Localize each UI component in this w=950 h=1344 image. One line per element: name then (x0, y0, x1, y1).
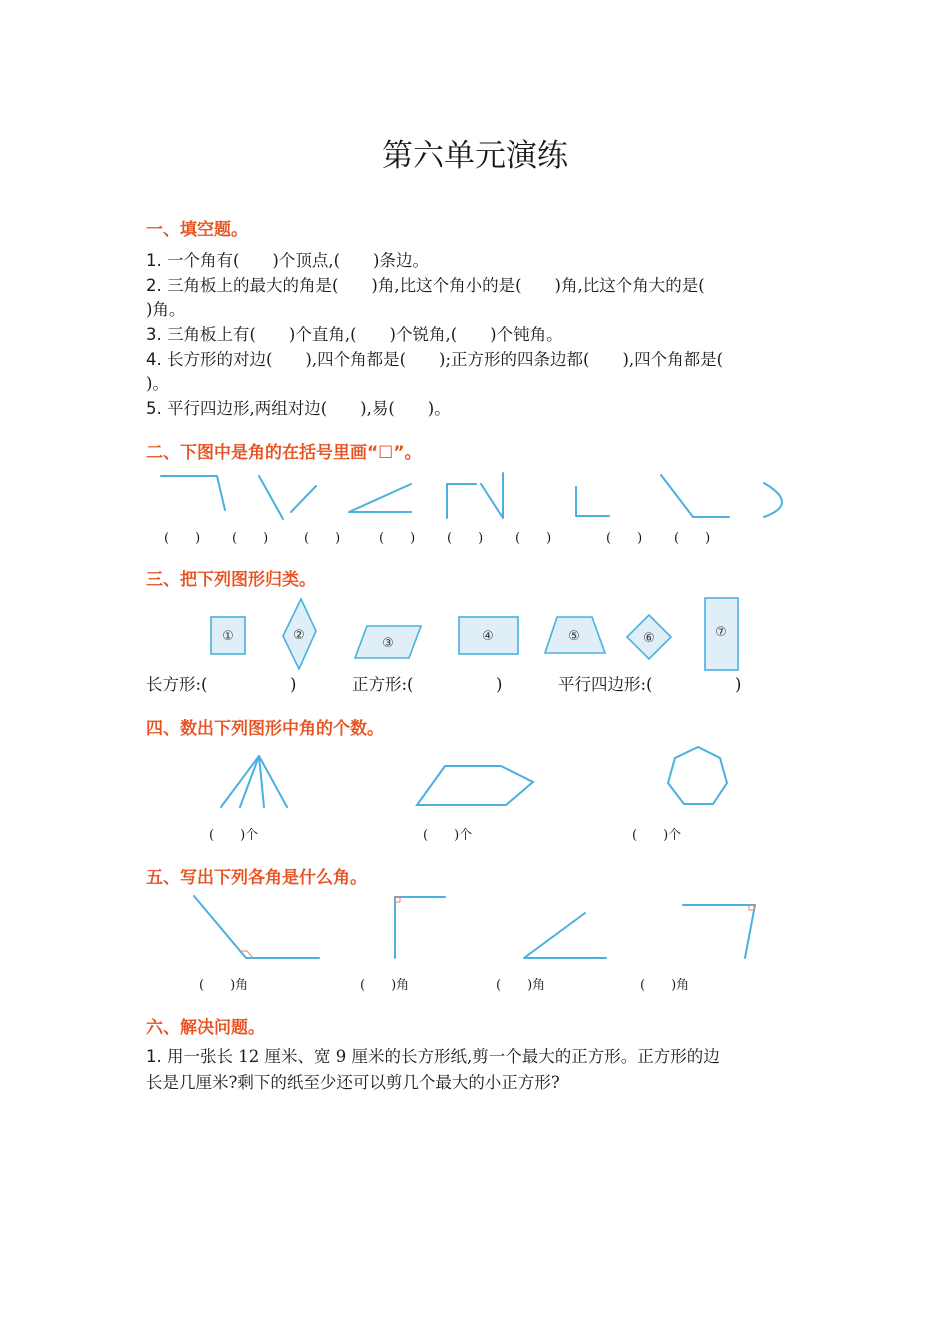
shape-label-3: ③ (382, 636, 394, 651)
shape-label-2: ② (293, 628, 305, 643)
question-4-continued: )。 (146, 374, 169, 393)
question-number: 1. (146, 251, 162, 270)
classify-parallelogram[interactable]: 平行四边形:( ) (558, 675, 742, 694)
angle-answer-blank-5[interactable]: ( ) (447, 531, 484, 546)
question-text: 长方形的对边( ),四个角都是( );正方形的四条边都( ),四个角都是( (161, 350, 724, 369)
question-number: 3. (146, 325, 162, 344)
angle-type-figure-4 (683, 905, 755, 958)
classify-rectangle[interactable]: 长方形:( ) (146, 675, 297, 694)
problem-1-line-2: 长是几厘米?剩下的纸至少还可以剪几个最大的小正方形? (146, 1073, 560, 1092)
section-heading-classify: 三、把下列图形归类。 (146, 570, 316, 590)
angle-answer-blank-8[interactable]: ( ) (674, 531, 711, 546)
angle-answer-blank-4[interactable]: ( ) (379, 531, 416, 546)
angle-type-figure-1 (194, 896, 319, 958)
angle-type-blank-4[interactable]: ( )角 (640, 978, 690, 993)
classify-square[interactable]: 正方形:( ) (352, 675, 503, 694)
question-text: 用一张长 12 厘米、宽 9 厘米的长方形纸,剪一个最大的正方形。正方形的边 (161, 1047, 720, 1066)
question-number: 2. (146, 276, 162, 295)
angle-type-figure-2 (395, 897, 445, 958)
shape-label-5: ⑤ (568, 629, 580, 644)
count-answer-blank-3[interactable]: ( )个 (632, 828, 682, 843)
count-answer-blank-1[interactable]: ( )个 (209, 828, 259, 843)
question-text: 一个角有( )个顶点,( )条边。 (161, 251, 429, 270)
section-heading-count-angles: 四、数出下列图形中角的个数。 (146, 719, 384, 739)
section-heading-angle-types: 五、写出下列各角是什么角。 (146, 868, 367, 888)
question-number: 5. (146, 399, 162, 418)
angle-type-figure-3 (524, 913, 606, 958)
angle-answer-blank-7[interactable]: ( ) (606, 531, 643, 546)
problem-1-line-1 (146, 1045, 720, 1069)
angle-answer-blank-3[interactable]: ( ) (304, 531, 341, 546)
angle-answer-blank-6[interactable]: ( ) (515, 531, 552, 546)
question-text: 平行四边形,两组对边( ),易( )。 (161, 399, 451, 418)
angle-type-blank-3[interactable]: ( )角 (496, 978, 546, 993)
question-text: 三角板上有( )个直角,( )个锐角,( )个钝角。 (161, 325, 563, 344)
angle-answer-blank-2[interactable]: ( ) (232, 531, 269, 546)
question-text: 三角板上的最大的角是( )角,比这个角小的是( )角,比这个角大的是( (161, 276, 705, 295)
angle-answer-blank-1[interactable]: ( ) (164, 531, 201, 546)
count-answer-blank-2[interactable]: ( )个 (423, 828, 473, 843)
page-title: 第六单元演练 (382, 138, 568, 174)
section-heading-angles: 二、下图中是角的在括号里画“☐”。 (146, 443, 422, 463)
section-heading-solve: 六、解决问题。 (146, 1018, 265, 1038)
angle-type-blank-2[interactable]: ( )角 (360, 978, 410, 993)
shape-label-7: ⑦ (715, 625, 727, 640)
shape-label-6: ⑥ (643, 631, 655, 646)
shape-label-4: ④ (482, 629, 494, 644)
angle-type-blank-1[interactable]: ( )角 (199, 978, 249, 993)
question-2-continued: )角。 (146, 300, 186, 319)
question-number: 1. (146, 1047, 162, 1066)
section-heading-fill-in: 一、填空题。 (146, 220, 248, 240)
shape-label-1: ① (222, 629, 234, 644)
question-number: 4. (146, 350, 162, 369)
